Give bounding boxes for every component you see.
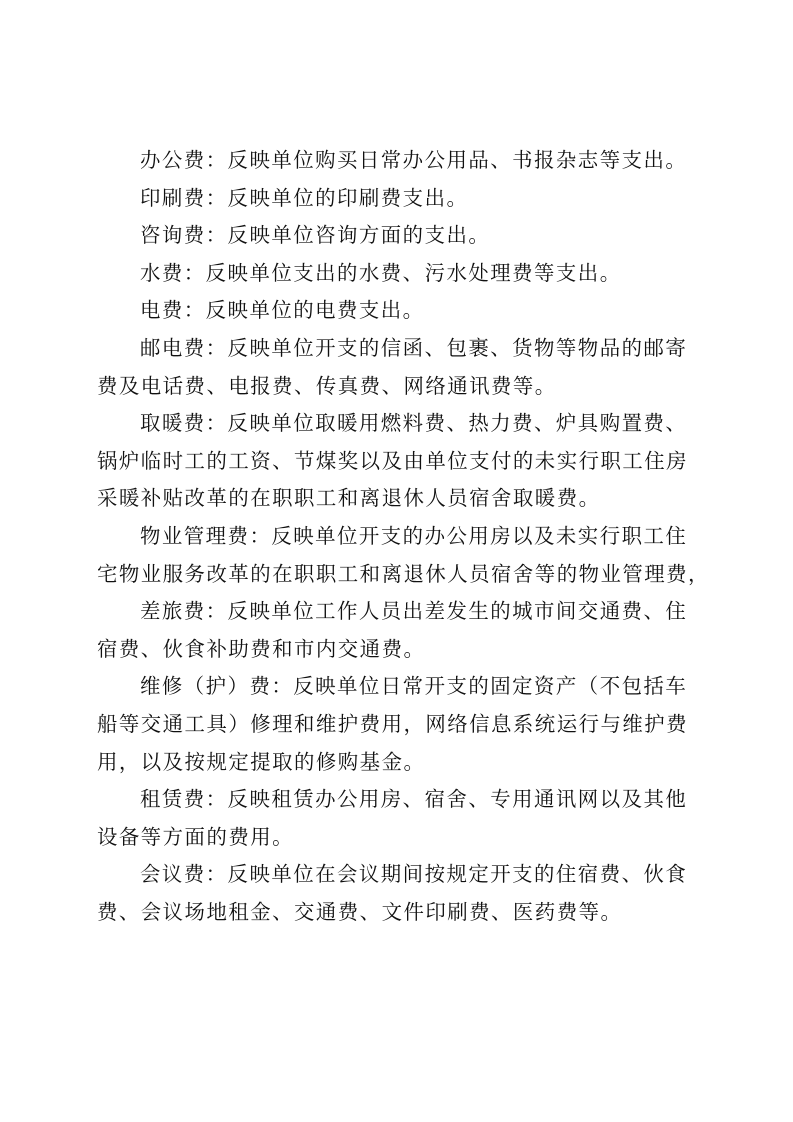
text-line: 采暖补贴改革的在职职工和离退休人员宿舍取暖费。 bbox=[97, 486, 601, 511]
text-line: 会议费：反映单位在会议期间按规定开支的住宿费、伙食 bbox=[140, 862, 688, 887]
paragraph-postal-telecom-expense bbox=[97, 330, 697, 405]
paragraph-electricity-expense bbox=[97, 292, 697, 330]
text-line: 费及电话费、电报费、传真费、网络通讯费等。 bbox=[97, 373, 557, 398]
document-body bbox=[97, 142, 710, 931]
paragraph-maintenance-expense bbox=[97, 668, 697, 781]
paragraph-water-expense bbox=[97, 255, 697, 293]
paragraph-printing-expense bbox=[97, 180, 697, 218]
text-line: 船等交通工具）修理和维护费用，网络信息系统运行与维护费 bbox=[97, 711, 689, 736]
text-line: 维修（护）费：反映单位日常开支的固定资产（不包括车 bbox=[140, 674, 688, 699]
paragraph-meeting-expense bbox=[97, 856, 697, 931]
text-line: 印刷费：反映单位的印刷费支出。 bbox=[140, 185, 469, 210]
text-line: 水费：反映单位支出的水费、污水处理费等支出。 bbox=[140, 260, 622, 285]
paragraph-heating-expense bbox=[97, 405, 697, 518]
text-line: 邮电费：反映单位开支的信函、包裹、货物等物品的邮寄 bbox=[140, 335, 688, 360]
text-line: 费、会议场地租金、交通费、文件印刷费、医药费等。 bbox=[97, 899, 623, 924]
text-line: 物业管理费：反映单位开支的办公用房以及未实行职工住 bbox=[140, 523, 688, 548]
text-line: 电费：反映单位的电费支出。 bbox=[140, 298, 425, 323]
text-line: 取暖费：反映单位取暖用燃料费、热力费、炉具购置费、 bbox=[140, 411, 688, 436]
paragraph-travel-expense bbox=[97, 593, 697, 668]
text-line: 宅物业服务改革的在职职工和离退休人员宿舍等的物业管理费， bbox=[97, 561, 710, 586]
paragraph-consulting-expense bbox=[97, 217, 697, 255]
paragraph-property-management-expense bbox=[97, 518, 710, 593]
paragraph-rental-expense bbox=[97, 781, 697, 856]
text-line: 咨询费：反映单位咨询方面的支出。 bbox=[140, 223, 491, 248]
text-line: 宿费、伙食补助费和市内交通费。 bbox=[97, 636, 426, 661]
text-line: 锅炉临时工的工资、节煤奖以及由单位支付的未实行职工住房 bbox=[97, 448, 689, 473]
text-line: 办公费：反映单位购买日常办公用品、书报杂志等支出。 bbox=[140, 148, 688, 172]
text-line: 设备等方面的费用。 bbox=[97, 824, 295, 849]
text-line: 用，以及按规定提取的修购基金。 bbox=[97, 749, 426, 774]
text-line: 差旅费：反映单位工作人员出差发生的城市间交通费、住 bbox=[140, 599, 688, 624]
text-line: 租赁费：反映租赁办公用房、宿舍、专用通讯网以及其他 bbox=[140, 787, 688, 812]
paragraph-office-expense bbox=[97, 142, 697, 180]
